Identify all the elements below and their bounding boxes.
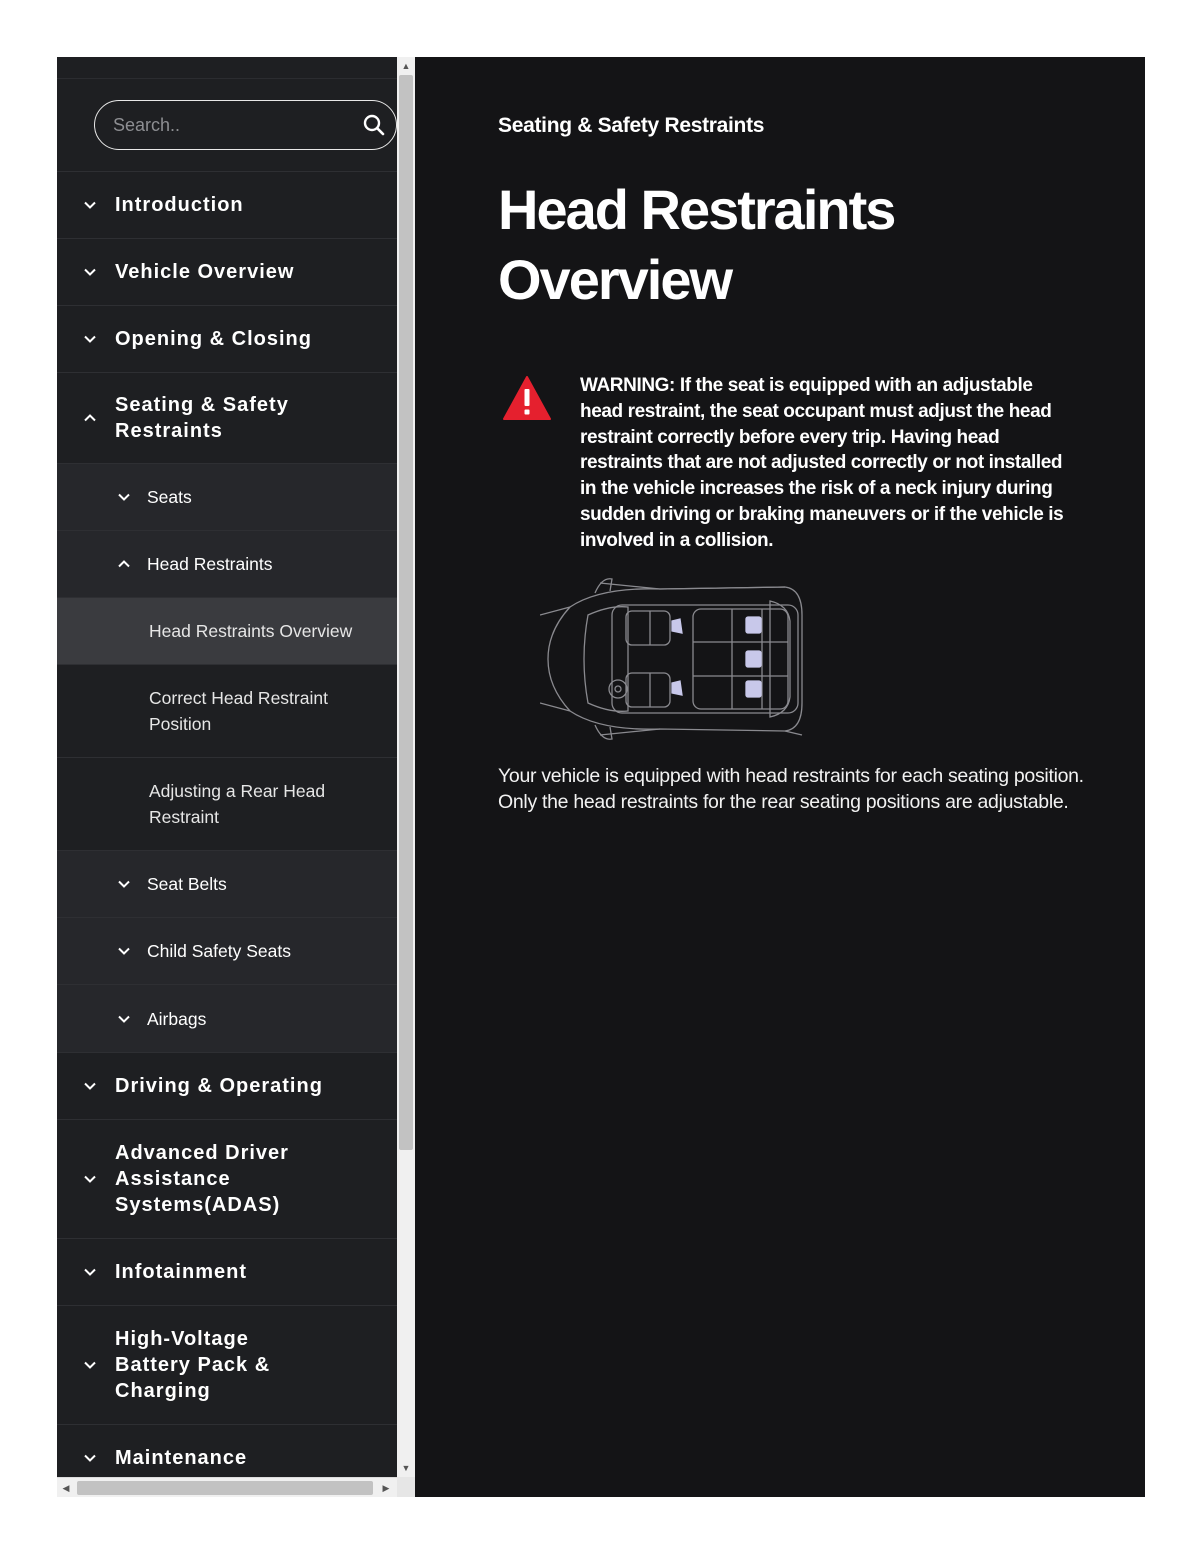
sidebar-subitem-child-safety-seats[interactable] [57,918,397,985]
warning-triangle-icon [502,375,552,421]
scroll-left-arrow-icon[interactable]: ◀ [62,1482,70,1493]
chevron-down-icon [83,1451,97,1465]
sidebar-subitem-label: Child Safety Seats [147,941,291,961]
car-head-restraints-diagram-icon [540,575,806,743]
sidebar [57,57,415,1497]
chevron-up-icon [83,411,97,425]
sidebar-item-introduction[interactable] [57,172,397,239]
chevron-down-icon [83,1172,97,1186]
sidebar-subitem-head-restraints[interactable] [57,531,397,598]
horizontal-scroll-thumb[interactable] [77,1481,373,1495]
sidebar-subitem-airbags[interactable] [57,985,397,1053]
sidebar-subitem-label: Seat Belts [147,874,227,894]
sidebar-page-correct-head-restraint-position[interactable] [57,665,397,758]
sidebar-item-vehicle-overview[interactable] [57,239,397,306]
sidebar-nav [57,57,397,1477]
breadcrumb: Seating & Safety Restraints [498,114,765,137]
body-paragraph: Your vehicle is equipped with head restraints for each seating position. Only the head restraints for the rear seating positions are adjustable. [498,765,1084,813]
sidebar-item-driving-operating[interactable] [57,1053,397,1120]
scrollbar-corner [397,1477,415,1497]
chevron-down-icon [83,198,97,212]
chevron-up-icon [117,557,131,571]
sidebar-item-label: Advanced Driver Assistance Systems(ADAS) [115,1142,289,1216]
sidebar-page-head-restraints-overview[interactable] [57,598,397,665]
sidebar-vertical-scrollbar[interactable] [397,57,415,1477]
chevron-down-icon [117,490,131,504]
chevron-down-icon [83,1079,97,1093]
sidebar-item-opening-closing[interactable] [57,306,397,373]
chevron-down-icon [117,877,131,891]
chevron-down-icon [83,265,97,279]
scroll-up-arrow-icon[interactable]: ▲ [401,61,411,71]
sidebar-subitem-label: Seats [147,487,192,507]
sidebar-item-seating-safety-restraints[interactable] [57,373,397,464]
sidebar-item-label: Introduction [115,194,244,216]
sidebar-subitem-label: Head Restraints [147,554,273,574]
search-area [57,79,397,172]
sidebar-top-strip [57,57,397,79]
vertical-scroll-thumb[interactable] [399,75,413,1150]
page-title: Head Restraints Overview [498,178,895,311]
chevron-down-icon [83,1358,97,1372]
chevron-down-icon [117,944,131,958]
sidebar-item-label: Vehicle Overview [115,261,295,283]
scroll-down-arrow-icon[interactable]: ▼ [401,1463,411,1473]
sidebar-subitem-seats[interactable] [57,464,397,531]
sidebar-item-label: Seating & Safety Restraints [115,394,289,442]
sidebar-item-maintenance[interactable] [57,1425,397,1477]
sidebar-horizontal-scrollbar[interactable] [57,1477,397,1497]
sidebar-item-label: Opening & Closing [115,328,312,350]
chevron-down-icon [83,1265,97,1279]
search-box [94,100,397,150]
sidebar-subitem-label: Airbags [147,1008,207,1029]
sidebar-page-label: Head Restraints Overview [149,621,353,641]
app-window [57,57,1145,1497]
search-input[interactable] [113,115,343,136]
sidebar-item-label: High-Voltage Battery Pack & Charging [115,1328,271,1402]
sidebar-page-label: Adjusting a Rear Head Restraint [149,781,326,827]
chevron-down-icon [117,1012,131,1026]
sidebar-item-infotainment[interactable] [57,1239,397,1306]
search-icon[interactable] [362,113,386,137]
sidebar-item-label: Driving & Operating [115,1075,323,1097]
chevron-down-icon [83,332,97,346]
sidebar-item-label: Infotainment [115,1261,247,1283]
content-pane [415,57,1145,1497]
sidebar-item-label: Maintenance [115,1447,248,1469]
scroll-right-arrow-icon[interactable]: ▶ [382,1482,390,1493]
sidebar-item-high-voltage-battery[interactable] [57,1306,397,1425]
sidebar-subitem-seat-belts[interactable] [57,851,397,918]
sidebar-item-adas[interactable] [57,1120,397,1239]
warning-text: WARNING: If the seat is equipped with an adjustable head restraint, the seat occupant must adjust the head restraint correctly before every trip. Having head restraints that are not adjusted correctly or not installed in the vehicle increases the risk of a neck injury during sudden driving or braking maneuvers or if the vehicle is involved in a collision. [580,375,1064,551]
sidebar-page-adjusting-rear-head-restraint[interactable] [57,758,397,851]
sidebar-page-label: Correct Head Restraint Position [149,688,328,734]
